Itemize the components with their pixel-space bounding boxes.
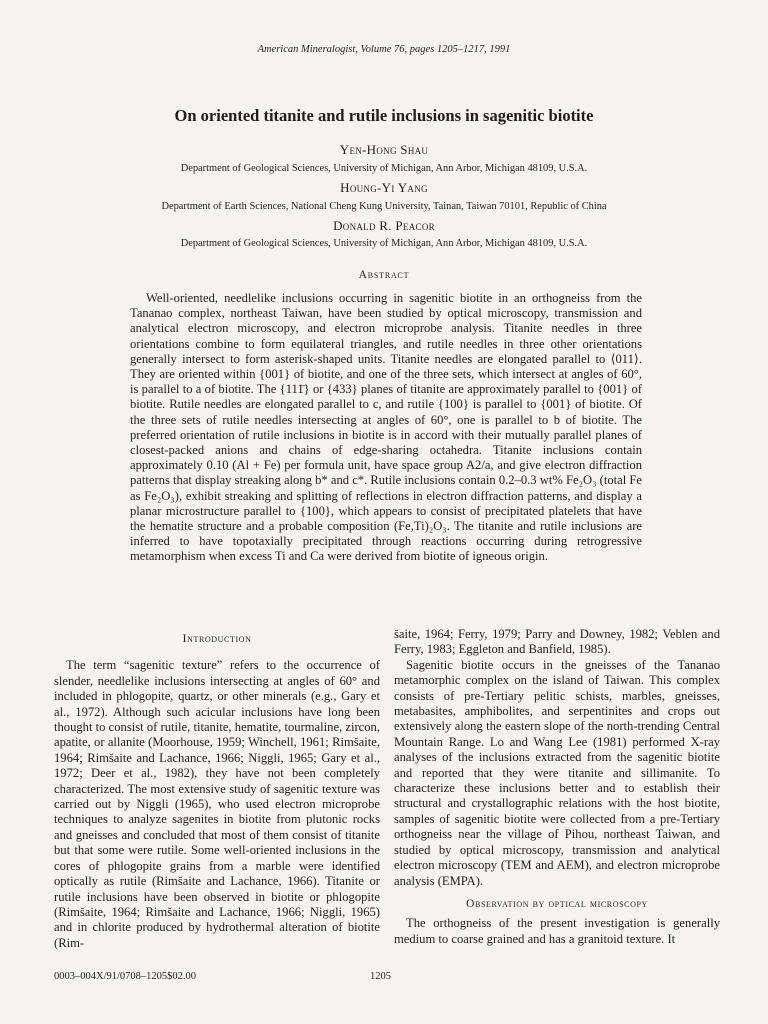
tananao-paragraph: Sagenitic biotite occurs in the gneisses of the Tananao metamorphic complex on the island of Taiwan. This complex consists of pre-Tertiary pelitic schists, marbles, gneisses, metabasites, amphibolites, and serpentinites and crops out extensively along the eastern slope of the north-trending Central Mountain Range. Lo and Wang Lee (1981) performed X-ray analyses of the inclusions extracted from the sagenitic biotite and reported that they were titanite and sillimanite. To characterize these inclusions better and to establish their structural and crystallographic relations with the host biotite, samples of sagenitic biotite were collected from a pre-Tertiary orthogneiss near the village of Pihou, northeast Taiwan, and studied by optical microscopy, transmission and analytical electron microscopy (TEM and AEM), and electron microprobe analysis (EMPA). xyxy=(394,657,720,888)
journal-header: American Mineralogist, Volume 76, pages 1205–1217, 1991 xyxy=(257,44,511,55)
page-number: 1205 xyxy=(370,971,391,982)
left-column xyxy=(54,627,380,951)
author-affiliation-1: Department of Geological Sciences, University of Michigan, Ann Arbor, Michigan 48109, U.S.A. xyxy=(180,163,588,174)
right-column xyxy=(394,627,720,947)
introduction-continuation: šaite, 1964; Ferry, 1979; Parry and Downey, 1982; Veblen and Ferry, 1983; Eggleton and Banfield, 1985). xyxy=(394,627,720,657)
optical-microscopy-paragraph: The orthogneiss of the present investigation is generally medium to coarse grained and has a granitoid texture. It xyxy=(394,916,720,946)
introduction-paragraph: The term “sagenitic texture” refers to the occurrence of slender, needlelike inclusions intersecting at angles of 60° and included in phlogopite, quartz, or other minerals (e.g., Gary et al., 1972). Although such acicular inclusions have long been thought to consist of rutile, titanite, hematite, tourmaline, zircon, apatite, or allanite (Moorhouse, 1959; Winchell, 1961; Rimšaite, 1964; Rimšaite and Lachance, 1966; Niggli, 1965; Gary et al., 1972; Deer et al., 1982), they have not been completely characterized. The most extensive study of sagenitic texture was carried out by Niggli (1965), who used electron microprobe techniques to analyze sagenites in biotite from plutonic rocks and gneisses and concluded that most of them consist of titanite but that some were rutile. Some well-oriented inclusions in the cores of phlogopite grains from a marble were identified optically as rutile (Rimšaite and Lachance, 1966). Titanite or rutile inclusions have been observed in biotite or phlogopite (Rimšaite, 1964; Rimšaite and Lachance, 1966; Niggli, 1965) and in chlorite produced by hydrothermal alteration of biotite (Rim- xyxy=(54,658,380,950)
author-affiliation-3: Department of Geological Sciences, University of Michigan, Ann Arbor, Michigan 48109, U.S.A. xyxy=(180,238,588,249)
introduction-heading: Introduction xyxy=(182,631,252,645)
abstract-text: Well-oriented, needlelike inclusions occurring in sagenitic biotite in an orthogneiss from the Tananao complex, northeast Taiwan, have been studied by optical microscopy, transmission and analytical electron microscopy, and electron microprobe analysis. Titanite needles in three orientations combine to form equilateral triangles, and rutile needles in three other orientations generally intersect to form asterisk-shaped units. Titanite needles are elongated parallel to ⟨011⟩. They are oriented within {001} of biotite, and one of the three sets, which intersect at angles of 60°, is parallel to a of biotite. The {111̄} or {433} planes of titanite are approximately parallel to {001} of biotite. Rutile needles are elongated parallel to c, and rutile {100} is parallel to {001} of biotite. Of the three sets of rutile needles intersecting at angles of 60°, one is parallel to b of biotite. The preferred orientation of rutile inclusions in biotite is in accord with their mutually parallel planes of closest-packed anions and chains of edge-sharing octahedra. Titanite inclusions contain approximately 0.10 (Al + Fe) per formula unit, have space group A2/a, and give electron diffraction patterns that display streaking along b* and c*. Rutile inclusions contain 0.2–0.3 wt% Fe₂O₃ (total Fe as Fe₂O₃), exhibit streaking and splitting of reflections in electron diffraction patterns, and display a planar microstructure parallel to {100}, which appears to consist of precipitated platelets that have the hematite structure and a probable composition (Fe,Ti)₂O₃. The titanite and rutile inclusions are inferred to have topotaxially precipitated through reactions occurring during retrogressive metamorphism when excess Ti and Ca were derived from biotite of igneous origin. xyxy=(130,291,642,564)
abstract-heading: Abstract xyxy=(358,269,410,281)
optical-microscopy-heading: Observation by optical microscopy xyxy=(466,897,648,910)
footer-code: 0003–004X/91/0708–1205$02.00 xyxy=(54,971,197,982)
author-name-2: Houng-Yi Yang xyxy=(340,180,428,195)
author-name-1: Yen-Hong Shau xyxy=(339,142,429,157)
author-name-3: Donald R. Peacor xyxy=(333,218,435,233)
author-affiliation-2: Department of Earth Sciences, National Cheng Kung University, Tainan, Taiwan 70101, Republic of China xyxy=(161,201,607,212)
paper-title: On oriented titanite and rutile inclusions in sagenitic biotite xyxy=(174,106,594,125)
